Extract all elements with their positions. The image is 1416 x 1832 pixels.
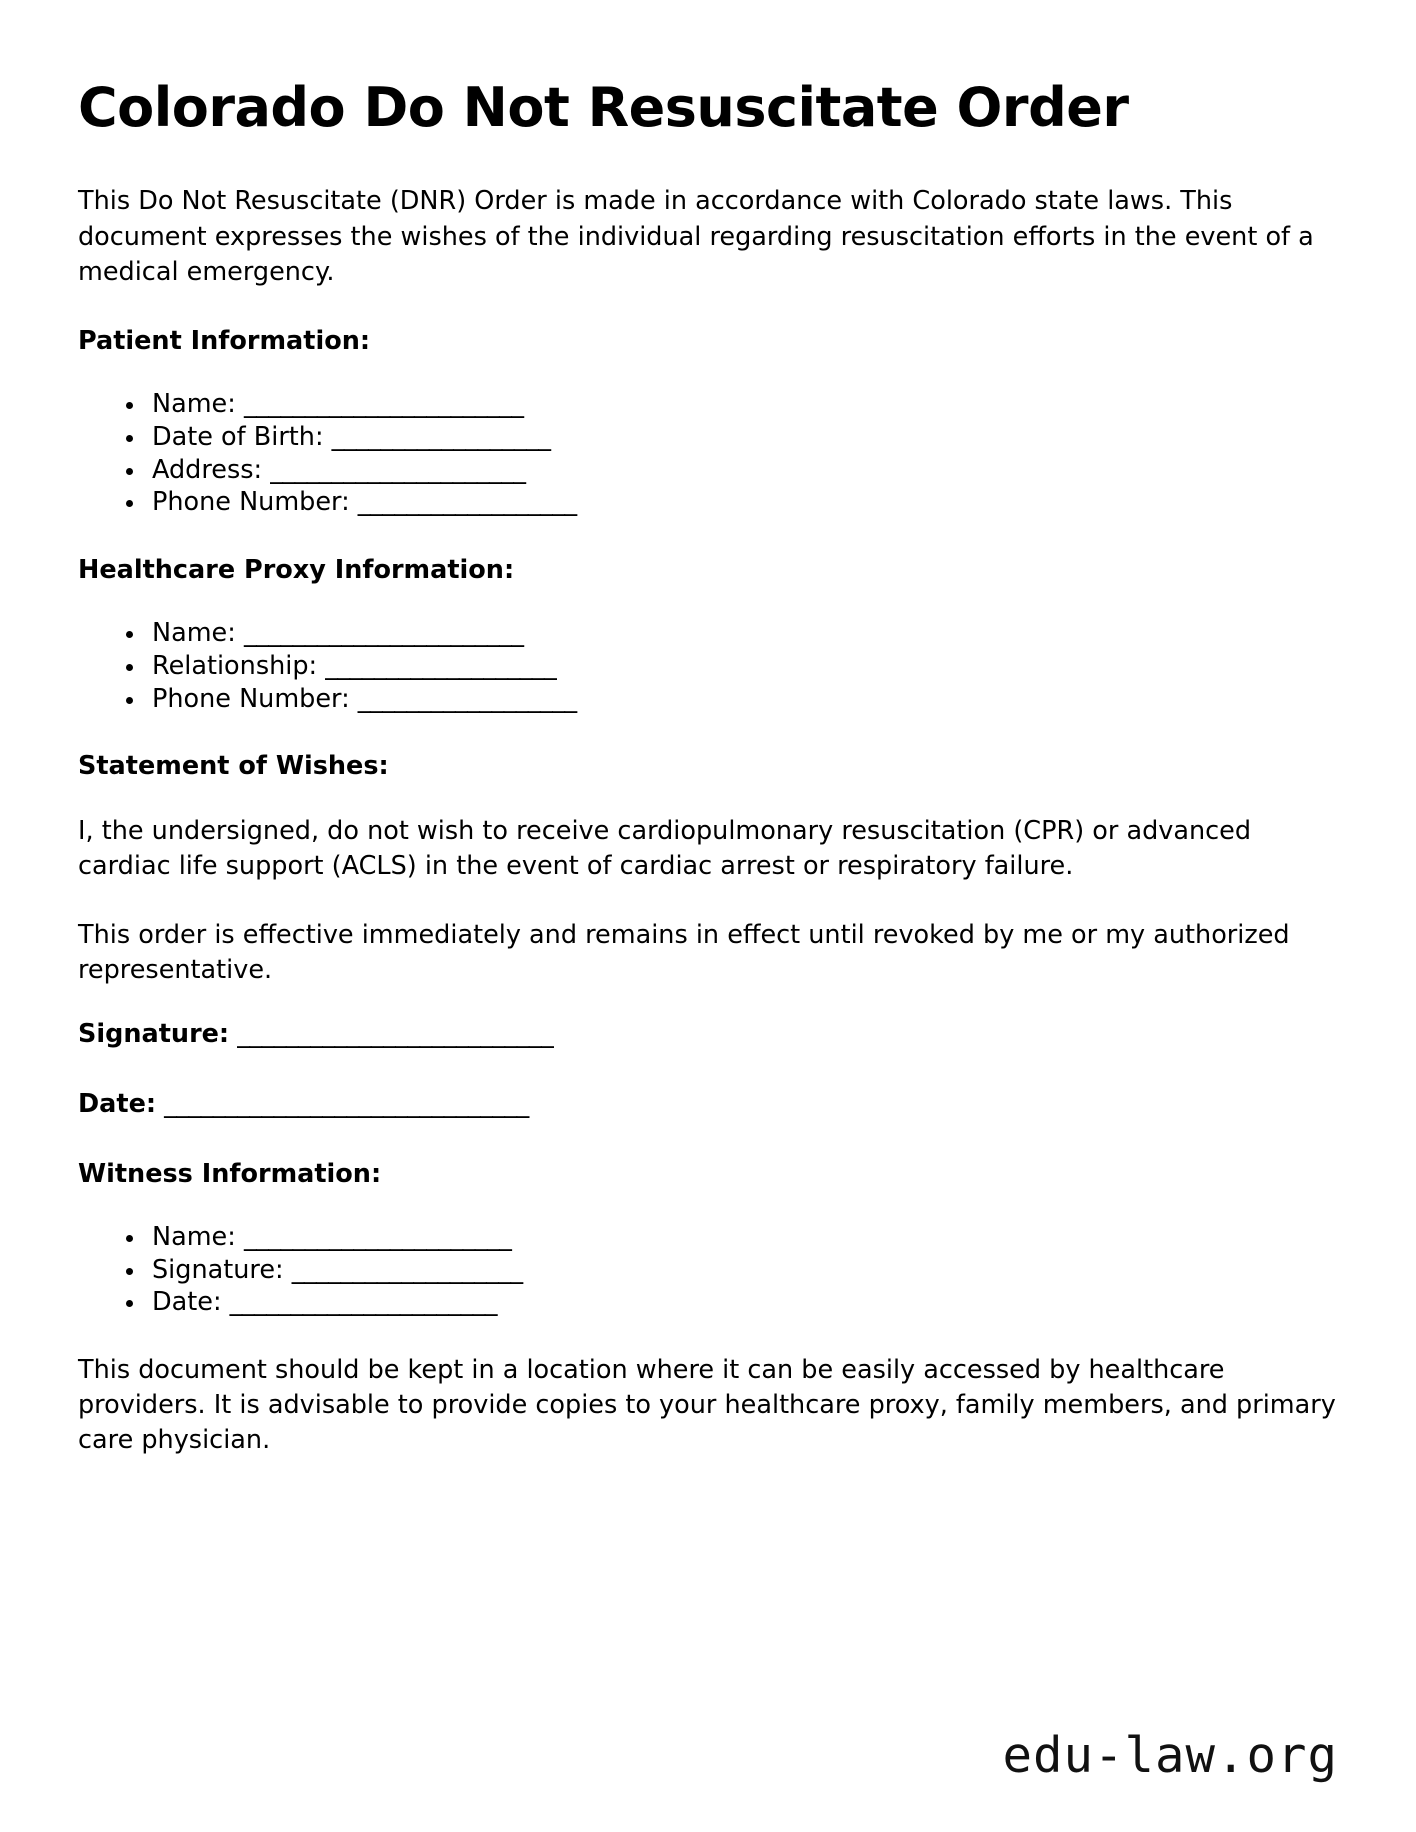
field-label: Signature: xyxy=(152,1254,284,1285)
list-item xyxy=(122,1221,1336,1254)
field-blank[interactable]: __________________ xyxy=(357,683,577,714)
list-item xyxy=(122,388,1336,421)
list-item xyxy=(122,486,1336,519)
field-label: Relationship: xyxy=(152,651,318,681)
field-blank[interactable]: _______________________ xyxy=(243,389,524,420)
field-blank[interactable]: __________________ xyxy=(331,422,551,453)
list-item xyxy=(122,1254,1336,1287)
field-blank[interactable]: _______________________ xyxy=(243,618,524,649)
field-label: Date of Birth: xyxy=(152,422,324,453)
list-item xyxy=(122,683,1336,716)
intro-paragraph: This Do Not Resuscitate (DNR) Order is made in accordance with Colorado state laws. This document expresses the wishes of the individual regarding resuscitation efforts in the event of a medical emergency. xyxy=(78,186,1314,287)
healthcare-proxy-fields xyxy=(78,617,1336,715)
wishes-paragraph-1: I, the undersigned, do not wish to receive cardiopulmonary resuscitation (CPR) or advanced cardiac life support (ACLS) in the event of cardiac arrest or respiratory failure. xyxy=(78,815,1252,881)
witness-information-fields xyxy=(78,1221,1336,1319)
date-blank[interactable]: ______________________________ xyxy=(164,1088,529,1119)
patient-information-heading: Patient Information: xyxy=(78,326,371,357)
site-watermark: edu-law.org xyxy=(1002,1727,1338,1784)
field-label: Phone Number: xyxy=(152,487,350,518)
list-item xyxy=(122,617,1336,650)
field-blank[interactable]: ___________________ xyxy=(325,651,557,681)
date-field xyxy=(78,1088,1336,1121)
witness-information-heading: Witness Information: xyxy=(78,1158,382,1189)
page-title: Colorado Do Not Resuscitate Order xyxy=(78,76,1129,139)
field-blank[interactable]: __________________ xyxy=(357,487,577,518)
list-item xyxy=(122,1286,1336,1319)
field-blank[interactable]: ______________________ xyxy=(243,1222,512,1253)
healthcare-proxy-heading: Healthcare Proxy Information: xyxy=(78,554,515,585)
field-label: Phone Number: xyxy=(152,683,350,714)
field-blank[interactable]: ______________________ xyxy=(229,1287,497,1318)
list-item xyxy=(122,454,1336,487)
signature-field xyxy=(78,1018,1336,1051)
field-blank[interactable]: ___________________ xyxy=(291,1254,523,1285)
list-item xyxy=(122,650,1336,683)
patient-information-fields xyxy=(78,388,1336,519)
list-item xyxy=(122,421,1336,454)
signature-blank[interactable]: __________________________ xyxy=(237,1019,554,1050)
field-label: Name: xyxy=(152,389,236,420)
field-label: Name: xyxy=(152,618,236,649)
closing-paragraph: This document should be kept in a location where it can be easily accessed by healthcare providers. It is advisable to provide copies to your healthcare proxy, family members, and primary care physician. xyxy=(78,1355,1336,1456)
signature-label: Signature: xyxy=(78,1019,230,1050)
field-label: Date: xyxy=(152,1287,222,1318)
field-label: Address: xyxy=(152,454,263,485)
date-label: Date: xyxy=(78,1088,157,1119)
statement-of-wishes-heading: Statement of Wishes: xyxy=(78,751,389,782)
wishes-paragraph-2: This order is effective immediately and remains in effect until revoked by me or my authorized representative. xyxy=(78,920,1290,986)
field-label: Name: xyxy=(152,1222,236,1253)
field-blank[interactable]: _____________________ xyxy=(270,454,526,485)
